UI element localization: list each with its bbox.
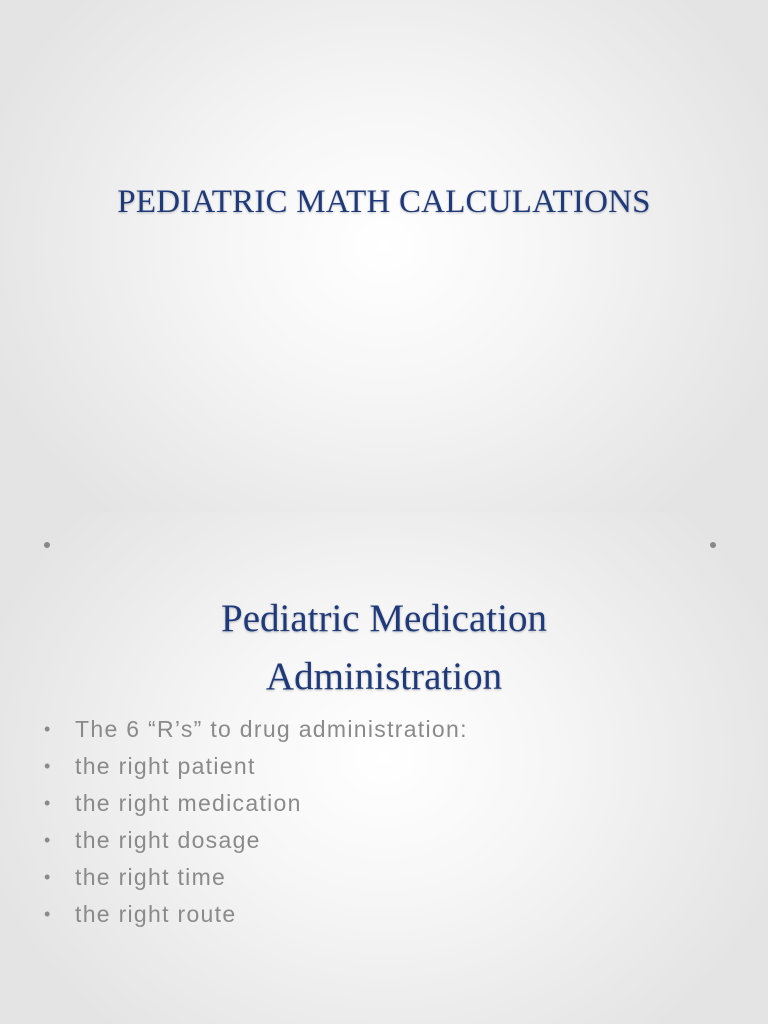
corner-dot-left-icon [44, 542, 50, 548]
list-item-text: the right time [75, 864, 227, 890]
list-item-text: the right route [75, 901, 237, 927]
bullet-icon: • [44, 756, 51, 776]
slide-1-title: PEDIATRIC MATH CALCULATIONS [117, 184, 651, 220]
bullet-icon: • [44, 867, 51, 887]
list-item [44, 896, 468, 933]
bullet-icon: • [44, 904, 51, 924]
slide-2 [0, 512, 768, 1024]
list-item-text: the right medication [75, 790, 302, 816]
bullet-list [44, 711, 468, 933]
list-item [44, 748, 468, 785]
list-item [44, 822, 468, 859]
slide-2-title-line-1: Pediatric Medication [221, 597, 547, 640]
list-item-text: The 6 “R’s” to drug administration: [75, 716, 468, 742]
list-item [44, 711, 468, 748]
list-item [44, 859, 468, 896]
list-item [44, 785, 468, 822]
corner-dot-right-icon [710, 542, 716, 548]
slide-2-title-line-2: Administration [265, 655, 503, 698]
slide-2-title [0, 590, 768, 706]
bullet-icon: • [44, 719, 51, 739]
bullet-icon: • [44, 793, 51, 813]
list-item-text: the right dosage [75, 827, 261, 853]
bullet-icon: • [44, 830, 51, 850]
list-item-text: the right patient [75, 753, 256, 779]
